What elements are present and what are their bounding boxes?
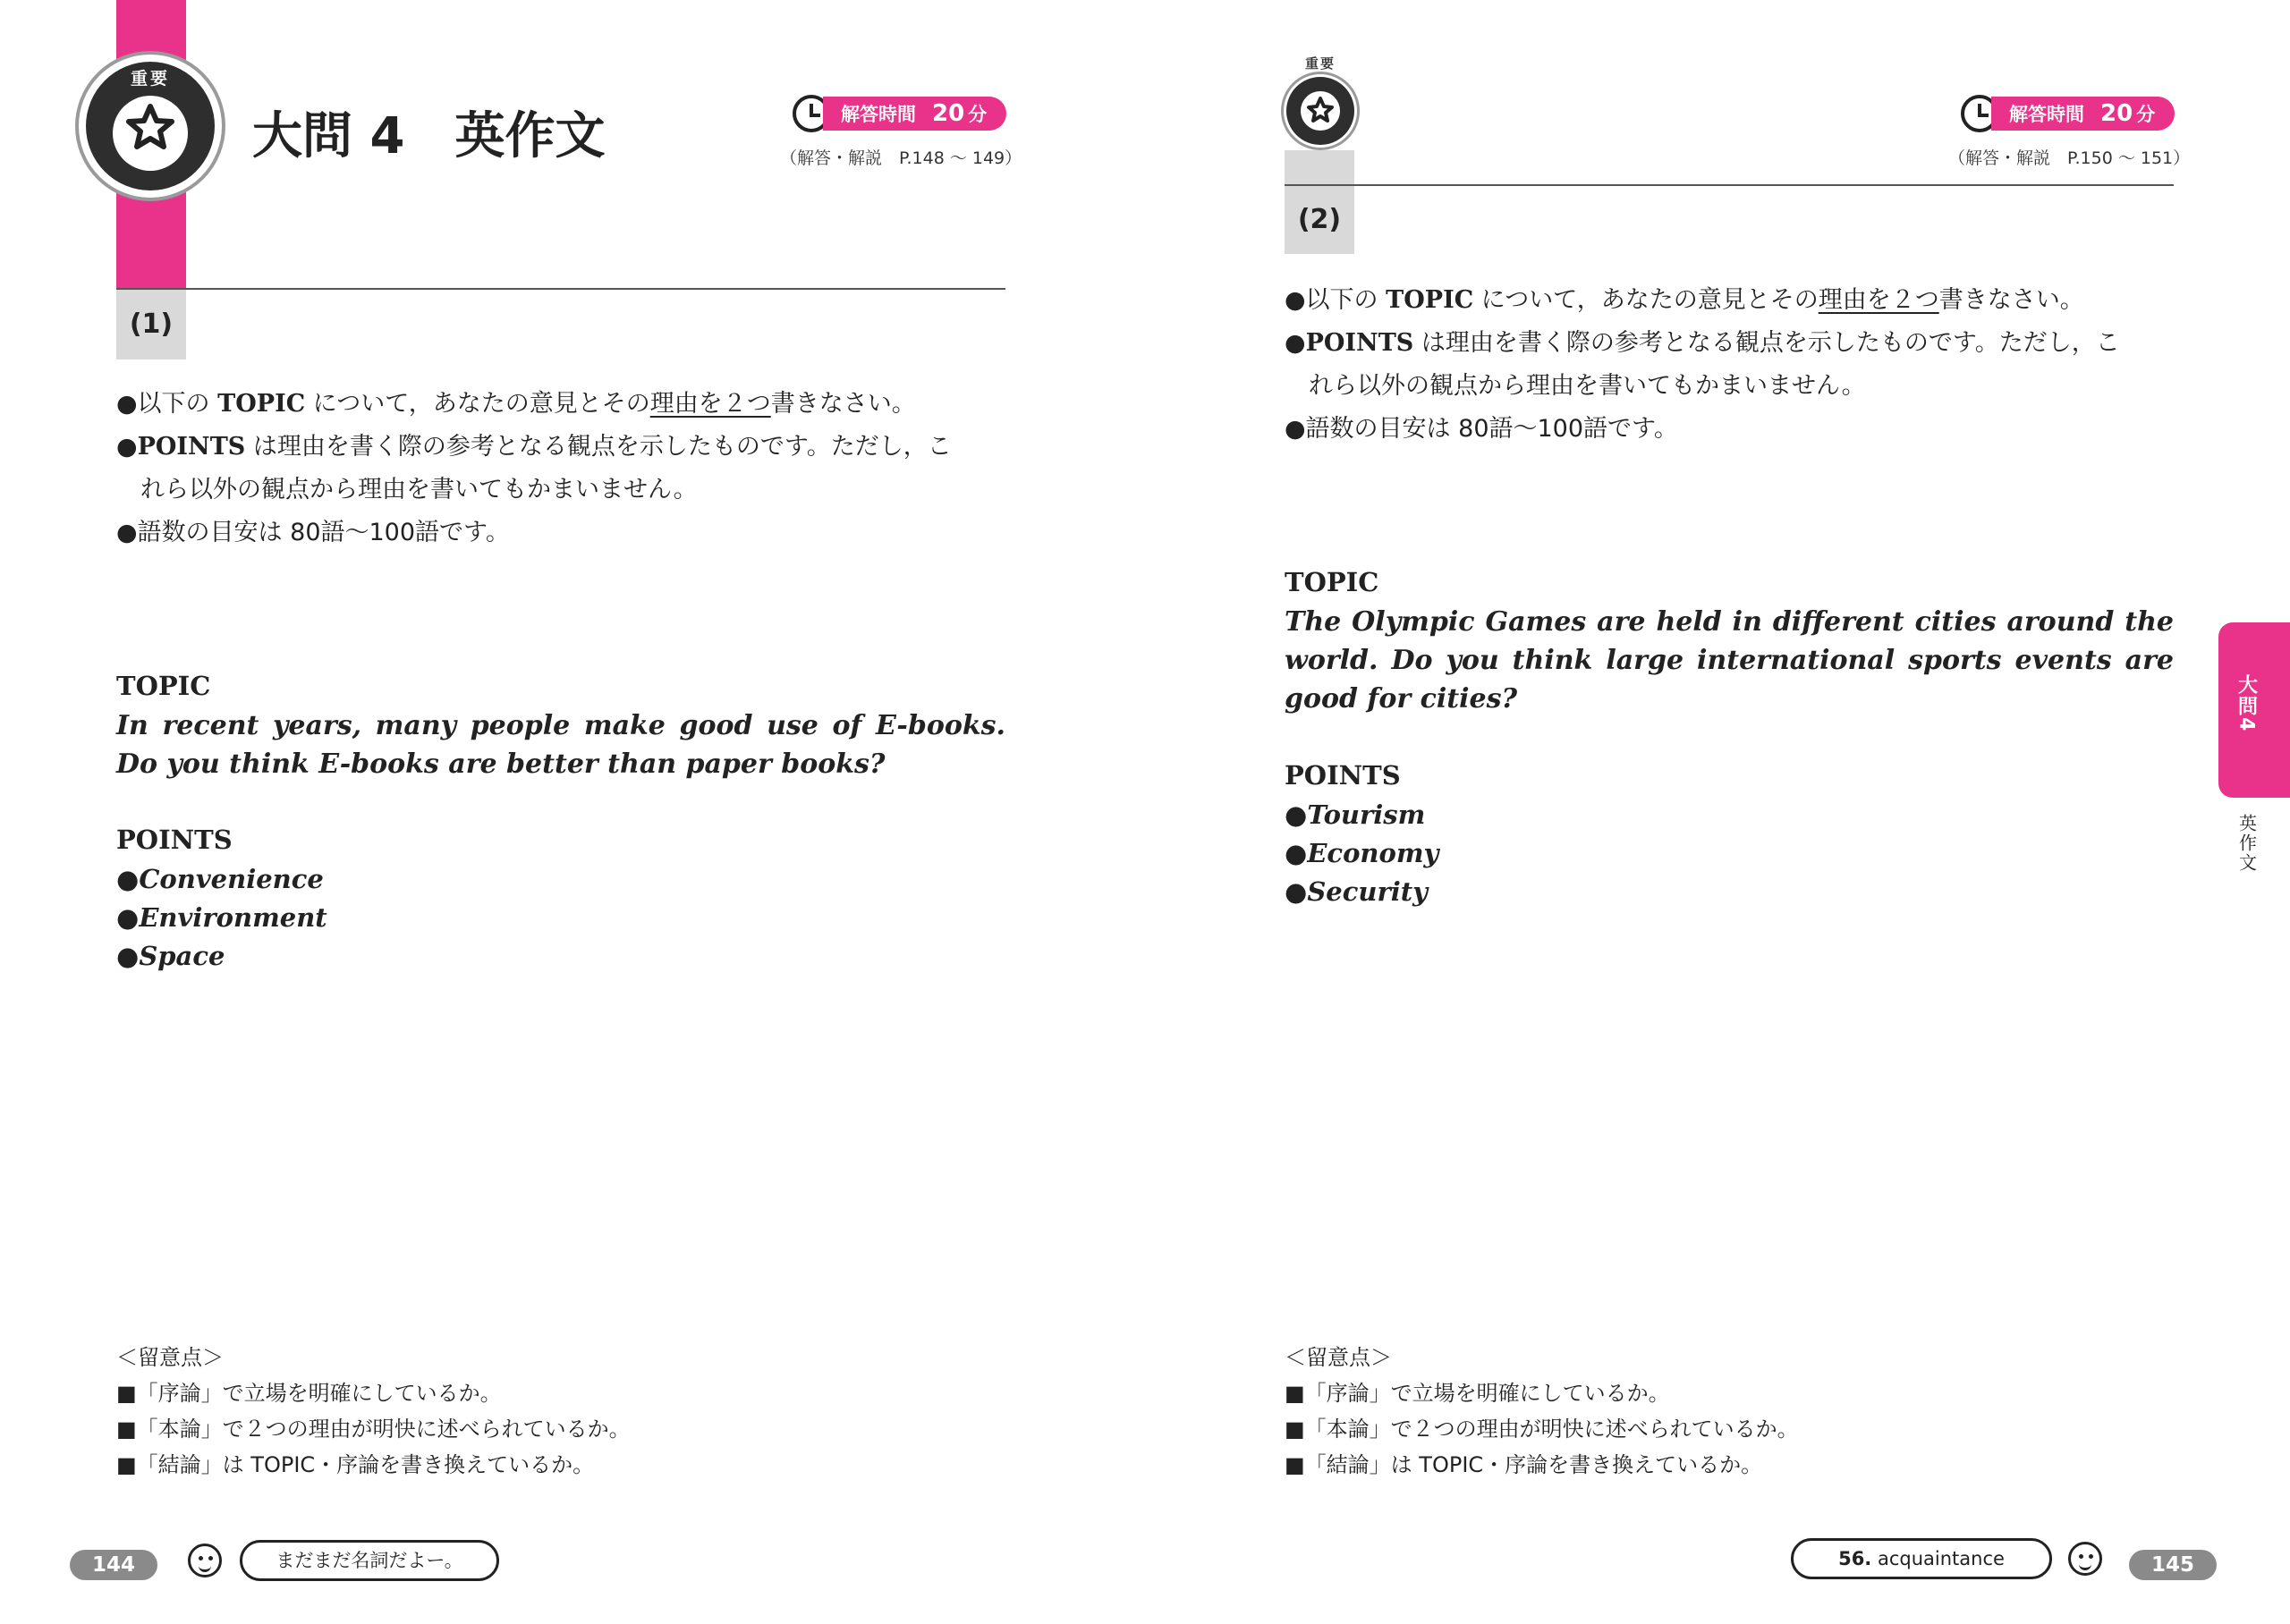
notes-item: ■「本論」で２つの理由が明快に述べられているか。	[1285, 1417, 1799, 1442]
instruction-line: ●以下の TOPIC について，あなたの意見とその理由を２つ書きなさい。	[1285, 286, 2084, 314]
page-number: 145	[2129, 1550, 2217, 1580]
answer-time-minutes: 20	[2100, 100, 2133, 127]
instruction-line: ●POINTS は理由を書く際の参考となる観点を示したものです。ただし，こ	[1285, 329, 2120, 357]
point-item: ●Tourism	[1285, 799, 1426, 830]
points-heading: POINTS	[116, 825, 233, 855]
topic-text: In recent years, many people make good use of E-books. Do you think E-books are better than paper books?	[116, 710, 1005, 780]
notes-heading: ＜留意点＞	[1285, 1345, 1392, 1370]
point-item: ●Economy	[1285, 838, 1439, 868]
notes	[116, 1340, 631, 1483]
vocab-bubble	[1791, 1538, 2052, 1579]
notes-heading: ＜留意点＞	[116, 1345, 224, 1370]
notes	[1285, 1340, 1799, 1483]
gray-tab	[1285, 150, 1354, 186]
answer-time-label: 解答時間	[841, 104, 916, 125]
answer-reference: （解答・解説 P.148 ～ 149）	[780, 148, 1022, 168]
instruction-line: ●以下の TOPIC について，あなたの意見とその理由を２つ書きなさい。	[116, 390, 916, 418]
speech-bubble: まだまだ名詞だよー。	[240, 1540, 499, 1581]
notes-item: ■「結論」は TOPIC・序論を書き換えているか。	[116, 1452, 595, 1477]
instructions	[1285, 279, 2120, 451]
divider	[116, 288, 1005, 290]
smiley-icon	[188, 1544, 222, 1577]
instruction-line: れら以外の観点から理由を書いてもかまいません。	[1285, 372, 1866, 400]
answer-time-unit: 分	[2136, 104, 2156, 125]
side-tab-label: 大問4	[2235, 674, 2258, 733]
point-item: ●Security	[1285, 876, 1428, 907]
notes-item: ■「序論」で立場を明確にしているか。	[1285, 1381, 1670, 1406]
page-number: 144	[70, 1550, 157, 1580]
point-item: ●Convenience	[116, 864, 324, 894]
divider	[1285, 184, 2174, 186]
notes-item: ■「序論」で立場を明確にしているか。	[116, 1381, 502, 1406]
important-emblem	[75, 51, 225, 201]
instruction-line: ●POINTS は理由を書く際の参考となる観点を示したものです。ただし，こ	[116, 433, 952, 461]
topic-text: The Olympic Games are held in different cities around the world. Do you think large international sports events are good for cities?	[1285, 606, 2174, 715]
points-list	[1285, 796, 1438, 911]
instruction-line: ●語数の目安は 80語～100語です。	[1285, 415, 1678, 443]
section-title: 大問 4 英作文	[252, 107, 606, 165]
smiley-icon	[2068, 1542, 2102, 1576]
important-label: 重要	[130, 69, 170, 89]
vocab-word: acquaintance	[1877, 1548, 2005, 1569]
notes-item: ■「結論」は TOPIC・序論を書き換えているか。	[1285, 1452, 1763, 1477]
instructions	[116, 383, 952, 554]
answer-time-minutes: 20	[932, 100, 965, 127]
point-item: ●Space	[116, 941, 225, 971]
topic-heading: TOPIC	[116, 671, 211, 701]
topic-heading: TOPIC	[1285, 567, 1379, 597]
answer-time-unit: 分	[968, 104, 988, 125]
instruction-line: ●語数の目安は 80語～100語です。	[116, 519, 510, 546]
point-item: ●Environment	[116, 902, 327, 933]
points-list	[116, 860, 327, 976]
star-icon	[1288, 79, 1353, 143]
answer-time-label: 解答時間	[2009, 104, 2084, 125]
question-number: (2)	[1285, 186, 1354, 254]
points-heading: POINTS	[1285, 760, 1401, 791]
answer-reference: （解答・解説 P.150 ～ 151）	[1948, 148, 2191, 168]
important-emblem	[1281, 72, 1360, 150]
side-tab-subtitle: 英作文	[2235, 814, 2258, 873]
question-number: (1)	[116, 290, 186, 359]
star-icon	[88, 63, 213, 189]
vocab-number: 56.	[1838, 1548, 1872, 1569]
important-label: 重要	[1304, 55, 1336, 72]
instruction-line: れら以外の観点から理由を書いてもかまいません。	[116, 476, 698, 503]
notes-item: ■「本論」で２つの理由が明快に述べられているか。	[116, 1417, 631, 1442]
